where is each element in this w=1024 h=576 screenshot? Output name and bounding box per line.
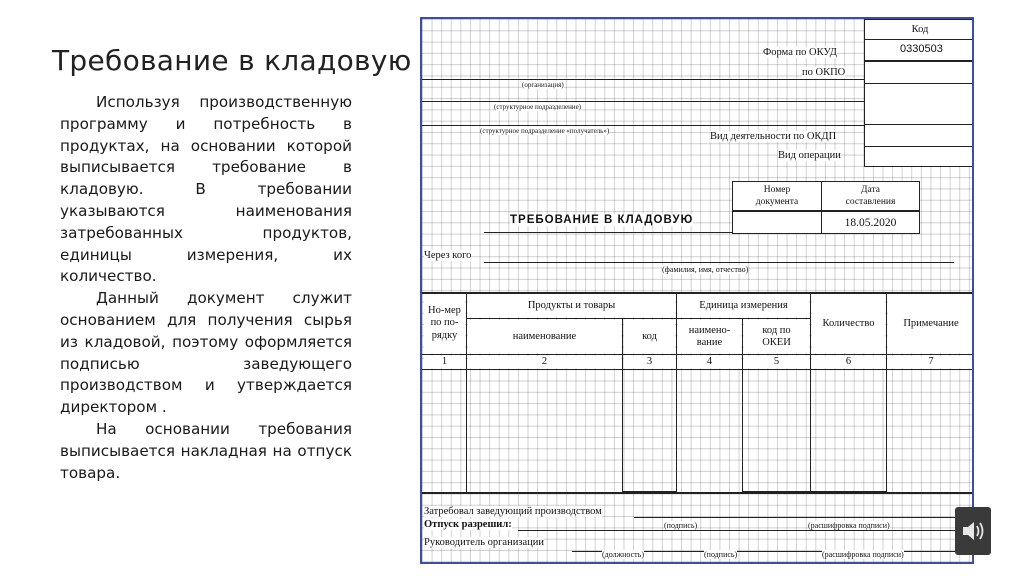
doc-date-value: 18.05.2020 xyxy=(823,213,918,232)
col-number-header: Но-мер по по-рядку xyxy=(424,294,465,353)
signature-caption-2: (подпись) xyxy=(704,550,738,559)
col-index: 5 xyxy=(744,356,809,368)
col-index: 4 xyxy=(678,356,741,368)
code-entry-box[interactable] xyxy=(622,369,677,492)
subdivision-caption: (структурное подразделение) xyxy=(494,103,582,111)
slide-paragraph: На основании требования выписывается накладная на отпуск товара. xyxy=(60,419,352,482)
document-title: ТРЕБОВАНИЕ В КЛАДОВУЮ xyxy=(510,214,694,226)
slide-paragraph: Данный документ служит основанием для получения сырья из кладовой, поэтому оформляется подписью заведующего производством и утверждается директором . xyxy=(60,289,352,417)
speaker-glyph xyxy=(960,516,986,546)
code-header: Код xyxy=(866,22,974,38)
organization-caption: (организация) xyxy=(522,81,564,89)
fio-caption: (фамилия, имя, отчество) xyxy=(662,265,749,274)
col-unit-name-header: наимено-вание xyxy=(678,320,741,353)
through-whom-label: Через кого xyxy=(424,250,472,261)
speaker-icon[interactable] xyxy=(955,507,991,555)
receiver-caption: (структурное подразделение «получатель») xyxy=(480,127,610,135)
slide-title: Требование в кладовую xyxy=(52,44,412,77)
col-index: 1 xyxy=(424,356,465,368)
col-okei-header: код по ОКЕИ xyxy=(744,320,809,353)
col-index: 6 xyxy=(812,356,885,368)
release-authorized-label: Отпуск разрешил: xyxy=(424,519,512,530)
slide-paragraph: Используя производственную программу и потребность в продуктах, на основании которой выписывается требование в кладовую. В требовании указываются наименования затребованных продуктов, единицы измерения, их количество. xyxy=(60,93,352,286)
col-index: 2 xyxy=(468,356,621,368)
col-quantity-header: Количество xyxy=(812,294,885,353)
okpo-label: по ОКПО xyxy=(802,67,846,78)
col-name-header: наименование xyxy=(468,320,621,353)
requested-by-label: Затребовал заведующий производством xyxy=(424,506,602,517)
decoding-caption-2: (расшифровка подписи) xyxy=(822,550,904,559)
position-caption: (должность) xyxy=(602,550,644,559)
col-note-header: Примечание xyxy=(888,294,974,353)
okud-label: Форма по ОКУД xyxy=(763,47,837,58)
col-products-header: Продукты и товары xyxy=(468,294,675,317)
decoding-caption: (расшифровка подписи) xyxy=(808,521,890,530)
okdp-label: Вид деятельности по ОКДП xyxy=(710,131,837,142)
col-index: 3 xyxy=(624,356,675,368)
slide-body xyxy=(60,92,352,484)
col-code-header: код xyxy=(624,320,675,353)
operation-type-label: Вид операции xyxy=(778,150,841,161)
requisition-form xyxy=(420,17,974,564)
okei-entry-box[interactable] xyxy=(742,369,887,492)
head-of-organization-label: Руководитель организации xyxy=(424,537,544,548)
signature-caption: (подпись) xyxy=(664,521,698,530)
doc-date-header: Дата составления xyxy=(823,183,918,209)
col-unit-header: Единица измерения xyxy=(678,294,809,317)
code-column xyxy=(864,19,974,167)
doc-number-header: Номер документа xyxy=(734,183,820,209)
okud-code-value: 0330503 xyxy=(900,43,943,55)
col-index: 7 xyxy=(888,356,974,368)
